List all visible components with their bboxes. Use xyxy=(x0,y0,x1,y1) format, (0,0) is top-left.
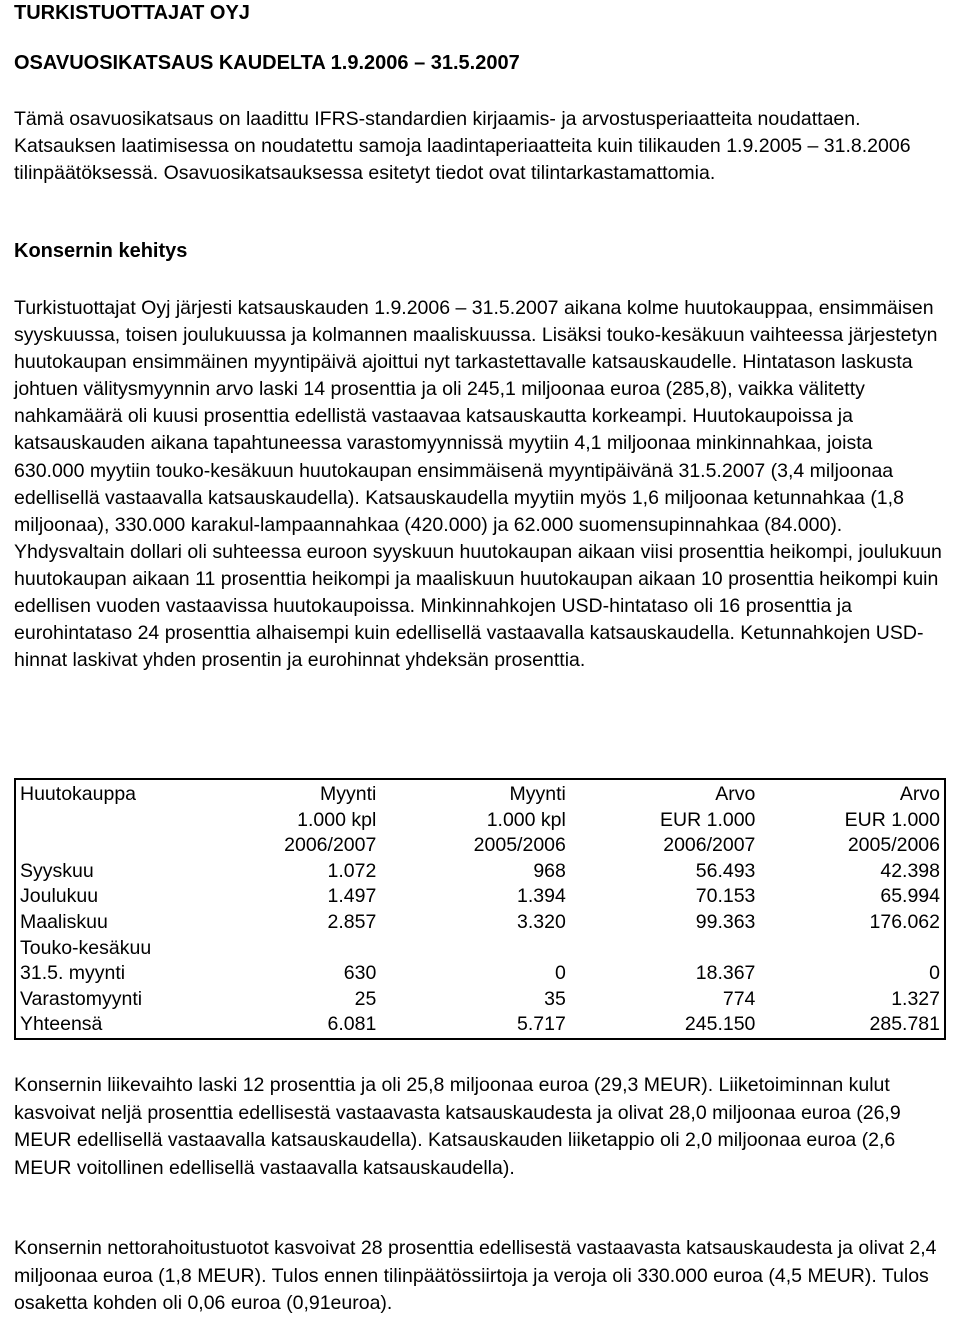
table-header-cell: 1.000 kpl xyxy=(486,808,566,831)
table-total-row xyxy=(15,1012,945,1039)
table-header-cell: Huutokauppa xyxy=(20,783,137,805)
table-row xyxy=(15,910,945,936)
table-cell: 5.717 xyxy=(517,1013,566,1036)
table-cell: 25 xyxy=(354,987,377,1010)
table-cell: 99.363 xyxy=(695,910,756,933)
table-cell: 65.994 xyxy=(880,885,940,908)
table-header-cell: EUR 1.000 xyxy=(844,808,940,831)
table-cell: 774 xyxy=(722,987,756,1010)
table-cell: 42.398 xyxy=(880,859,940,882)
table-cell: 245.150 xyxy=(684,1013,756,1036)
table-cell: 6.081 xyxy=(327,1013,377,1036)
table-cell xyxy=(195,936,381,962)
table-row xyxy=(15,987,945,1013)
table-cell xyxy=(759,936,945,962)
table-cell: 285.781 xyxy=(869,1013,940,1036)
table-row xyxy=(15,859,945,885)
table-header-cell: 2006/2007 xyxy=(284,834,377,857)
table-cell: Joulukuu xyxy=(20,885,99,908)
revenue-paragraph: Konsernin liikevaihto laski 12 prosenttia ja oli 25,8 miljoonaa euroa (29,3 MEUR). Liiketoiminnan kulut kasvoivat neljä prosenttia edellisestä vastaavasta katsauskaudesta ja olivat 28,0 miljoonaa euroa (26,9 MEUR edellisellä vastaavalla katsauskaudella). Katsauskauden liiketappio oli 2,0 miljoonaa euroa (2,6 MEUR voitollinen edellisellä vastaavalla katsauskaudella). xyxy=(14,1074,901,1179)
table-cell: 0 xyxy=(929,962,940,985)
table-header-cell xyxy=(15,833,195,859)
table-header-cell: 2005/2006 xyxy=(847,834,940,857)
table-cell: 176.062 xyxy=(869,910,940,933)
table-cell: Syyskuu xyxy=(20,859,94,882)
table-cell: Touko-kesäkuu xyxy=(20,936,152,959)
table-cell: 968 xyxy=(533,859,566,882)
table-cell: 0 xyxy=(555,962,566,985)
table-header-cell: Myynti xyxy=(319,783,377,805)
table-cell: 18.367 xyxy=(695,962,756,985)
table-header-row xyxy=(15,808,945,834)
table-cell: Yhteensä xyxy=(20,1013,103,1036)
table-cell xyxy=(570,936,760,962)
table-cell xyxy=(380,936,570,962)
table-header-cell: 1.000 kpl xyxy=(297,808,377,831)
table-cell: 1.327 xyxy=(891,987,940,1010)
table-cell: 1.072 xyxy=(327,859,377,882)
table-header-cell: Myynti xyxy=(509,783,566,805)
table-header-cell: 2006/2007 xyxy=(663,834,756,857)
company-name: TURKISTUOTTAJAT OYJ xyxy=(14,2,250,24)
table-header-row xyxy=(15,779,945,808)
table-cell: Maaliskuu xyxy=(20,910,108,933)
table-cell: 35 xyxy=(544,987,566,1010)
table-cell: 56.493 xyxy=(695,859,756,882)
intro-paragraph: Tämä osavuosikatsaus on laadittu IFRS-standardien kirjaamis- ja arvostusperiaatteita noudattaen. Katsauksen laatimisessa on noudatettu samoja laadintaperiaatteita kuin tilikauden 1.9.2005 – 31.8.2006 tilinpäätöksessä. Osavuosikatsauksessa esitetyt tiedot ovat tilintarkastamattomia. xyxy=(14,108,911,184)
table-header-cell xyxy=(15,808,195,834)
auction-sales-table xyxy=(14,778,946,1040)
table-cell: 630 xyxy=(343,962,377,985)
table-cell: 3.320 xyxy=(517,910,566,933)
table-header-cell: EUR 1.000 xyxy=(660,808,756,831)
table-cell: 1.497 xyxy=(327,885,377,908)
table-cell: 31.5. myynti xyxy=(20,962,126,985)
report-title: OSAVUOSIKATSAUS KAUDELTA 1.9.2006 – 31.5.2007 xyxy=(14,52,520,74)
table-row xyxy=(15,961,945,987)
table-cell: 70.153 xyxy=(695,885,756,908)
table-header-cell: Arvo xyxy=(715,783,756,805)
table-cell: 1.394 xyxy=(517,885,566,908)
table-cell: 2.857 xyxy=(327,910,377,933)
table-header-cell: Arvo xyxy=(899,783,940,805)
table-header-cell: 2005/2006 xyxy=(473,834,566,857)
table-row xyxy=(15,884,945,910)
table-row xyxy=(15,936,945,962)
section-title: Konsernin kehitys xyxy=(14,240,188,262)
auctions-paragraph: Turkistuottajat Oyj järjesti katsauskauden 1.9.2006 – 31.5.2007 aikana kolme huutokauppaa, ensimmäisen syyskuussa, toisen joulukuussa ja kolmannen maaliskuussa. Lisäksi touko-kesäkuun vaihteessa järjestetyn huutokaupan ensimmäinen myyntipäivä ajoittui nyt tarkastettavalle katsauskaudelle. Hintatason laskusta johtuen välitysmyynnin arvo laski 14 prosenttia ja oli 245,1 miljoonaa euroa (285,8), vaikka välitetty nahkamäärä oli kuusi prosenttia edellistä vastaavaa katsauskautta korkeampi. Huutokaupoissa ja katsauskauden aikana tapahtuneessa varastomyynnissä myytiin 4,1 miljoonaa minkinnahkaa, joista 630.000 myytiin touko-kesäkuun huutokaupan ensimmäisenä myyntipäivänä 31.5.2007 (3,4 miljoonaa edellisellä vastaavalla katsauskaudella). Katsauskaudella myytiin myös 1,6 miljoonaa ketunnahkaa (1,8 miljoonaa), 330.000 karakul-lampaannahkaa (420.000) ja 62.000 suomensupinnahkaa (84.000). Yhdysvaltain dollari oli suhteessa euroon syyskuun huutokaupan aikaan viisi prosenttia heikompi, joulukuun huutokaupan aikaan 11 prosenttia heikompi ja maaliskuun huutokaupan aikaan 10 prosenttia heikompi kuin edellisen vuoden vastaavissa huutokaupoissa. Minkinnahkojen USD-hintataso oli 16 prosenttia ja eurohintataso 24 prosenttia alhaisempi kuin edellisellä vastaavalla katsauskaudella. Ketunnahkojen USD-hinnat laskivat yhden prosentin ja eurohinnat yhdeksän prosenttia. xyxy=(14,297,942,672)
table-header-row xyxy=(15,833,945,859)
financial-paragraph: Konsernin nettorahoitustuotot kasvoivat 28 prosenttia edellisestä vastaavasta katsauskaudesta ja olivat 2,4 miljoonaa euroa (1,8 MEUR). Tulos ennen tilinpäätössiirtoja ja veroja oli 330.000 euroa (4,5 MEUR). Tulos osaketta kohden oli 0,06 euroa (0,91euroa). xyxy=(14,1237,937,1314)
table-cell: Varastomyynti xyxy=(20,987,143,1010)
